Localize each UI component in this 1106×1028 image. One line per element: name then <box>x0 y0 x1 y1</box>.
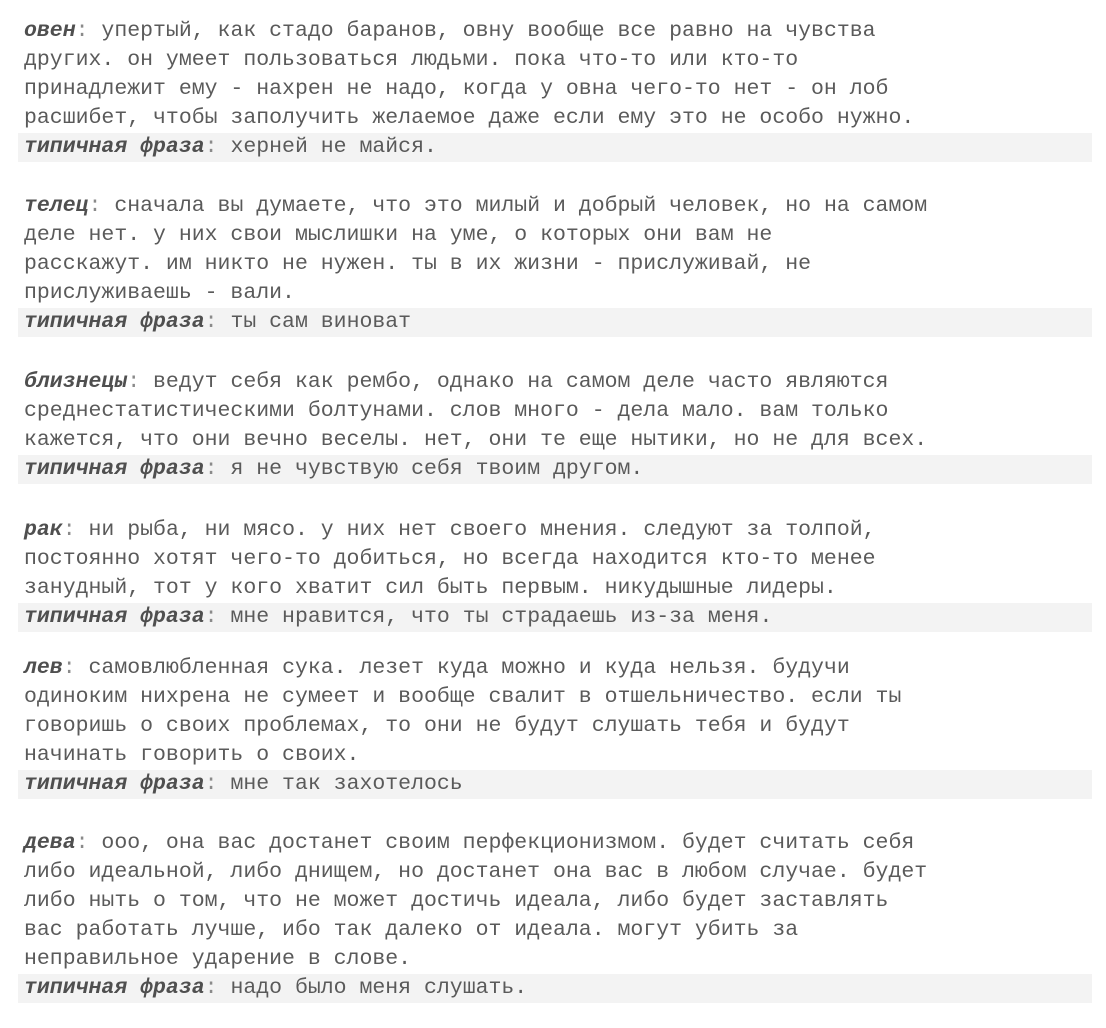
phrase-separator: : <box>204 457 231 481</box>
phrase-separator: : <box>204 310 231 334</box>
entry-line: среднестатистическими болтунами. слов много - дела мало. вам только <box>24 399 889 423</box>
entry-text: ни рыба, ни мясо. у них нет своего мнения. следуют за толпой, <box>88 518 876 542</box>
phrase-separator: : <box>204 976 231 1000</box>
entry-telec <box>18 192 1092 337</box>
typical-phrase-label: типичная фраза <box>24 976 205 1000</box>
typical-phrase <box>18 603 1092 632</box>
sign-separator: : <box>75 19 102 43</box>
entry-bliznecy <box>18 368 1092 484</box>
entry-line: начинать говорить о своих. <box>24 743 360 767</box>
entry-line: вас работать лучше, ибо так далеко от идеала. могут убить за <box>24 918 799 942</box>
sign-separator: : <box>62 656 89 680</box>
typical-phrase-text: мне нравится, что ты страдаешь из-за меня. <box>230 605 773 629</box>
entry-text: упертый, как стадо баранов, овну вообще все равно на чувства <box>101 19 876 43</box>
sign-separator: : <box>127 370 154 394</box>
entry-text: ведут себя как рембо, однако на самом деле часто являются <box>153 370 889 394</box>
sign-name: телец <box>24 194 89 218</box>
sign-separator: : <box>88 194 115 218</box>
entry-line <box>18 516 1092 545</box>
entry-line <box>18 368 1092 397</box>
typical-phrase-label: типичная фраза <box>24 135 205 159</box>
typical-phrase <box>18 308 1092 337</box>
typical-phrase-label: типичная фраза <box>24 772 205 796</box>
entry-line: неправильное ударение в слове. <box>24 947 412 971</box>
entry-line: кажется, что они вечно веселы. нет, они те еще нытики, но не для всех. <box>24 428 928 452</box>
typical-phrase-text: мне так захотелось <box>230 772 463 796</box>
entry-rak <box>18 516 1092 632</box>
entry-line <box>18 829 1092 858</box>
sign-name: овен <box>24 19 76 43</box>
entry-deva <box>18 829 1092 1003</box>
entry-line <box>18 654 1092 683</box>
entry-line: других. он умеет пользоваться людьми. пока что-то или кто-то <box>24 48 799 72</box>
sign-name: лев <box>24 656 63 680</box>
entry-line <box>18 192 1092 221</box>
typical-phrase-label: типичная фраза <box>24 605 205 629</box>
entry-line: расскажут. им никто не нужен. ты в их жизни - прислуживай, не <box>24 252 812 276</box>
typical-phrase-label: типичная фраза <box>24 457 205 481</box>
entry-line: деле нет. у них свои мыслишки на уме, о которых они вам не <box>24 223 773 247</box>
phrase-separator: : <box>204 135 231 159</box>
phrase-separator: : <box>204 605 231 629</box>
entry-text: ооо, она вас достанет своим перфекционизмом. будет считать себя <box>101 831 915 855</box>
entry-text: сначала вы думаете, что это милый и добрый человек, но на самом <box>114 194 928 218</box>
entry-line: либо идеальной, либо днищем, но достанет она вас в любом случае. будет <box>24 860 928 884</box>
typical-phrase-label: типичная фраза <box>24 310 205 334</box>
sign-name: дева <box>24 831 76 855</box>
sign-separator: : <box>62 518 89 542</box>
phrase-separator: : <box>204 772 231 796</box>
entry-line: либо ныть о том, что не может достичь идеала, либо будет заставлять <box>24 889 889 913</box>
entry-line <box>18 17 1092 46</box>
typical-phrase <box>18 133 1092 162</box>
typical-phrase <box>18 455 1092 484</box>
typical-phrase <box>18 974 1092 1003</box>
typical-phrase-text: я не чувствую себя твоим другом. <box>230 457 644 481</box>
entry-oven <box>18 17 1092 162</box>
sign-name: рак <box>24 518 63 542</box>
entry-text: самовлюбленная сука. лезет куда можно и куда нельзя. будучи <box>88 656 850 680</box>
entry-line: прислуживаешь - вали. <box>24 281 295 305</box>
entry-lev <box>18 654 1092 799</box>
sign-name: близнецы <box>24 370 128 394</box>
typical-phrase-text: херней не майся. <box>230 135 437 159</box>
sign-separator: : <box>75 831 102 855</box>
entry-line: постоянно хотят чего-то добиться, но всегда находится кто-то менее <box>24 547 876 571</box>
entry-line: говоришь о своих проблемах, то они не будут слушать тебя и будут <box>24 714 850 738</box>
entry-line: принадлежит ему - нахрен не надо, когда у овна чего-то нет - он лоб <box>24 77 889 101</box>
entry-line: одиноким нихрена не сумеет и вообще свалит в отшельничество. если ты <box>24 685 902 709</box>
entry-line: расшибет, чтобы заполучить желаемое даже если ему это не особо нужно. <box>24 106 915 130</box>
typical-phrase-text: надо было меня слушать. <box>230 976 528 1000</box>
typical-phrase <box>18 770 1092 799</box>
typical-phrase-text: ты сам виноват <box>230 310 412 334</box>
entry-line: занудный, тот у кого хватит сил быть первым. никудышные лидеры. <box>24 576 837 600</box>
